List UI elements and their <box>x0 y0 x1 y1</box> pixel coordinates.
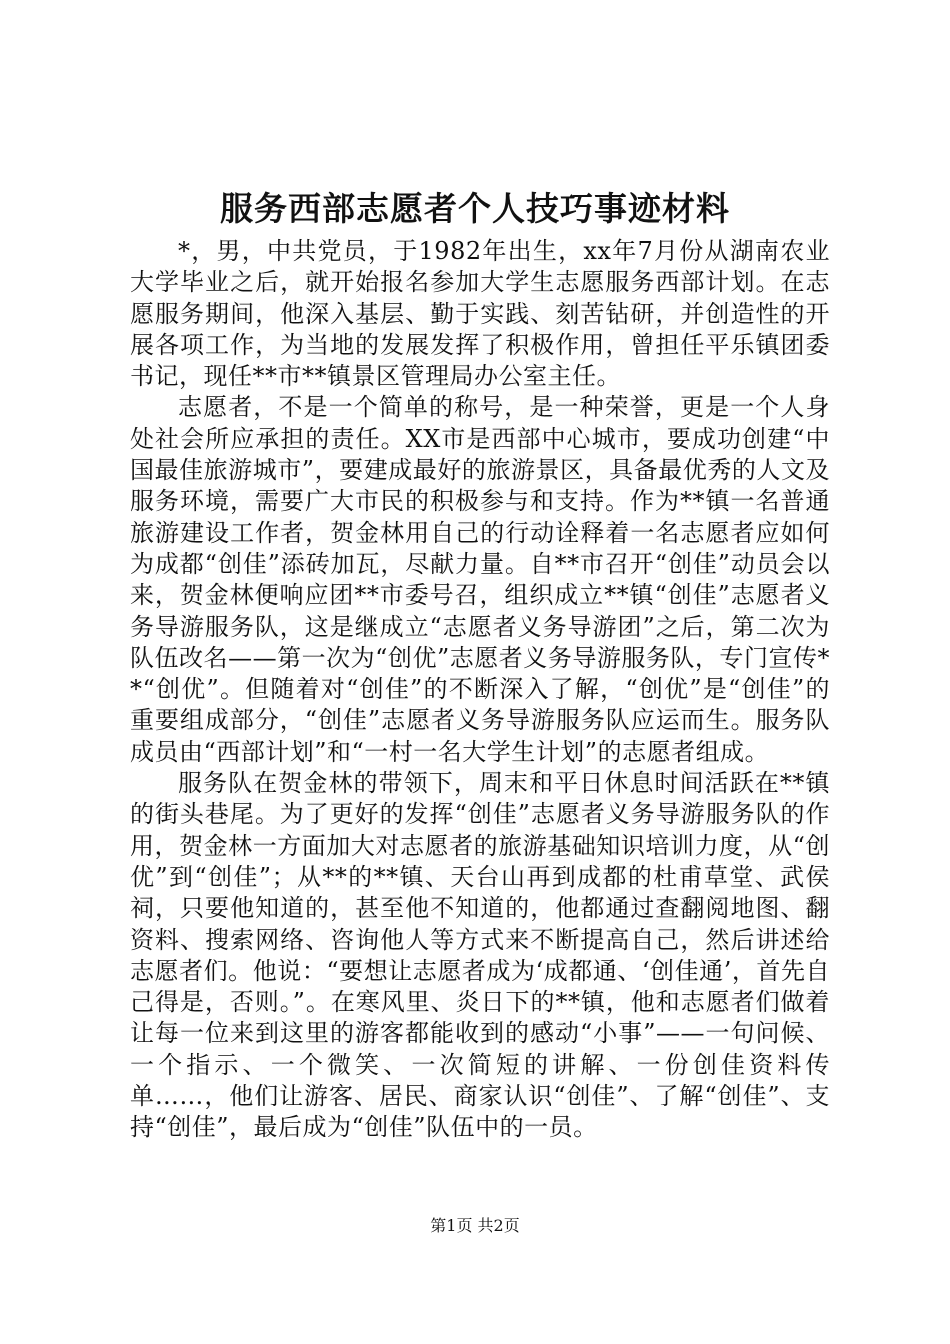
document-title: 服务西部志愿者个人技巧事迹材料 <box>220 189 730 228</box>
paragraph-3: 服务队在贺金林的带领下，周末和平日休息时间活跃在**镇的街头巷尾。为了更好的发挥“创佳”志愿者义务导游服务队的作用，贺金林一方面加大对志愿者的旅游基础知识培训力度，从“创优”到“创佳”；从**的**镇、天台山再到成都的杜甫草堂、武侯祠，只要他知道的，甚至他不知道的，他都通过查翻阅地图、翻资料、搜索网络、咨询他人等方式来不断提高自己，然后讲述给志愿者们。他说：“要想让志愿者成为‘成都通、‘创佳通’，首先自己得是，否则。”。在寒风里、炎日下的**镇，他和志愿者们做着让每一位来到这里的游客都能收到的感动“小事”——一句问候、一个指示、一个微笑、一次简短的讲解、一份创佳资料传单……，他们让游客、居民、商家认识“创佳”、了解“创佳”、支持“创佳”，最后成为“创佳”队伍中的一员。 <box>130 769 830 1142</box>
paragraph-2: 志愿者，不是一个简单的称号，是一种荣誉，更是一个人身处社会所应承担的责任。XX市是西部中心城市，要成功创建“中国最佳旅游城市”，要建成最好的旅游景区，具备最优秀的人文及服务环境，需要广大市民的积极参与和支持。作为**镇一名普通旅游建设工作者，贺金林用自己的行动诠释着一名志愿者应如何为成都“创佳”添砖加瓦，尽献力量。自**市召开“创佳”动员会以来，贺金林便响应团**市委号召，组织成立**镇“创佳”志愿者义务导游服务队，这是继成立“志愿者义务导游团”之后，第二次为队伍改名——第一次为“创优”志愿者义务导游服务队，专门宣传**“创优”。但随着对“创佳”的不断深入了解，“创优”是“创佳”的重要组成部分，“创佳”志愿者义务导游服务队应运而生。服务队成员由“西部计划”和“一村一名大学生计划”的志愿者组成。 <box>130 393 830 766</box>
paragraph-1: *，男，中共党员，于1982年出生，xx年7月份从湖南农业大学毕业之后，就开始报名参加大学生志愿服务西部计划。在志愿服务期间，他深入基层、勤于实践、刻苦钻研，并创造性的开展各项工作，为当地的发展发挥了积极作用，曾担任平乐镇团委书记，现任**市**镇景区管理局办公室主任。 <box>130 237 830 391</box>
document-body <box>130 236 830 1144</box>
page-number-footer: 第1页 共2页 <box>430 1216 520 1235</box>
